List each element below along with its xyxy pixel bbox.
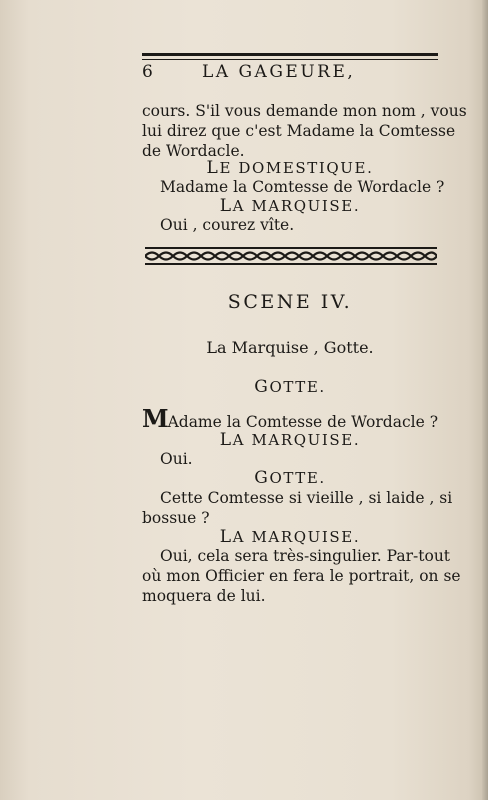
text-line: cours. S'il vous demande mon nom , vous [142,102,467,120]
scene-title: SCENE IV. [227,291,353,313]
speaker-la-marquise [142,527,438,547]
speaker-rest: A MARQUISE. [232,431,361,449]
running-title: LA GAGEURE, [202,62,356,82]
header-rule-thin [142,59,438,60]
speech-line-with-dropcap [142,404,440,433]
speech-line: moquera de lui. [142,587,266,605]
speaker-rest: A MARQUISE. [232,197,361,215]
speaker-initial: L [219,430,233,450]
speaker-initial: G [254,377,270,397]
speaker-la-marquise [142,196,438,216]
speech-line: Oui , courez vîte. [160,216,295,234]
speaker-la-marquise [142,430,438,450]
speaker-initial: L [219,196,233,216]
speech-line: Oui. [160,450,193,468]
speaker-initial: G [254,468,270,488]
speaker-initial: L [206,158,220,178]
page-number: 6 [142,62,153,82]
speaker-initial: L [219,527,233,547]
speaker-rest: OTTE. [269,378,326,396]
speaker-rest: A MARQUISE. [232,528,361,546]
speaker-rest: E DOMESTIQUE. [219,159,374,177]
page-edge [482,0,488,800]
speaker-le-domestique [142,158,438,178]
header-rule-thick [142,53,438,56]
speech-line: Madame la Comtesse de Wordacle ? [160,178,445,196]
speaker-gotte [142,468,438,488]
text-line: lui direz que c'est Madame la Comtesse [142,122,456,140]
text-line: de Wordacle. [142,142,245,160]
speaker-gotte [142,377,438,397]
ornamental-divider [145,247,437,265]
speech-line: Oui, cela sera très-singulier. Par-tout [160,547,451,565]
speech-line: Cette Comtesse si vieille , si laide , si [160,489,453,507]
speech-line: bossue ? [142,509,210,527]
speech-text: Adame la Comtesse de Wordacle ? [167,413,439,431]
drop-cap: M [142,404,168,433]
speech-line: où mon Officier en fera le portrait, on se [142,567,461,585]
running-header [142,62,438,86]
speaker-rest: OTTE. [269,469,326,487]
scene-characters: La Marquise , Gotte. [206,338,374,357]
